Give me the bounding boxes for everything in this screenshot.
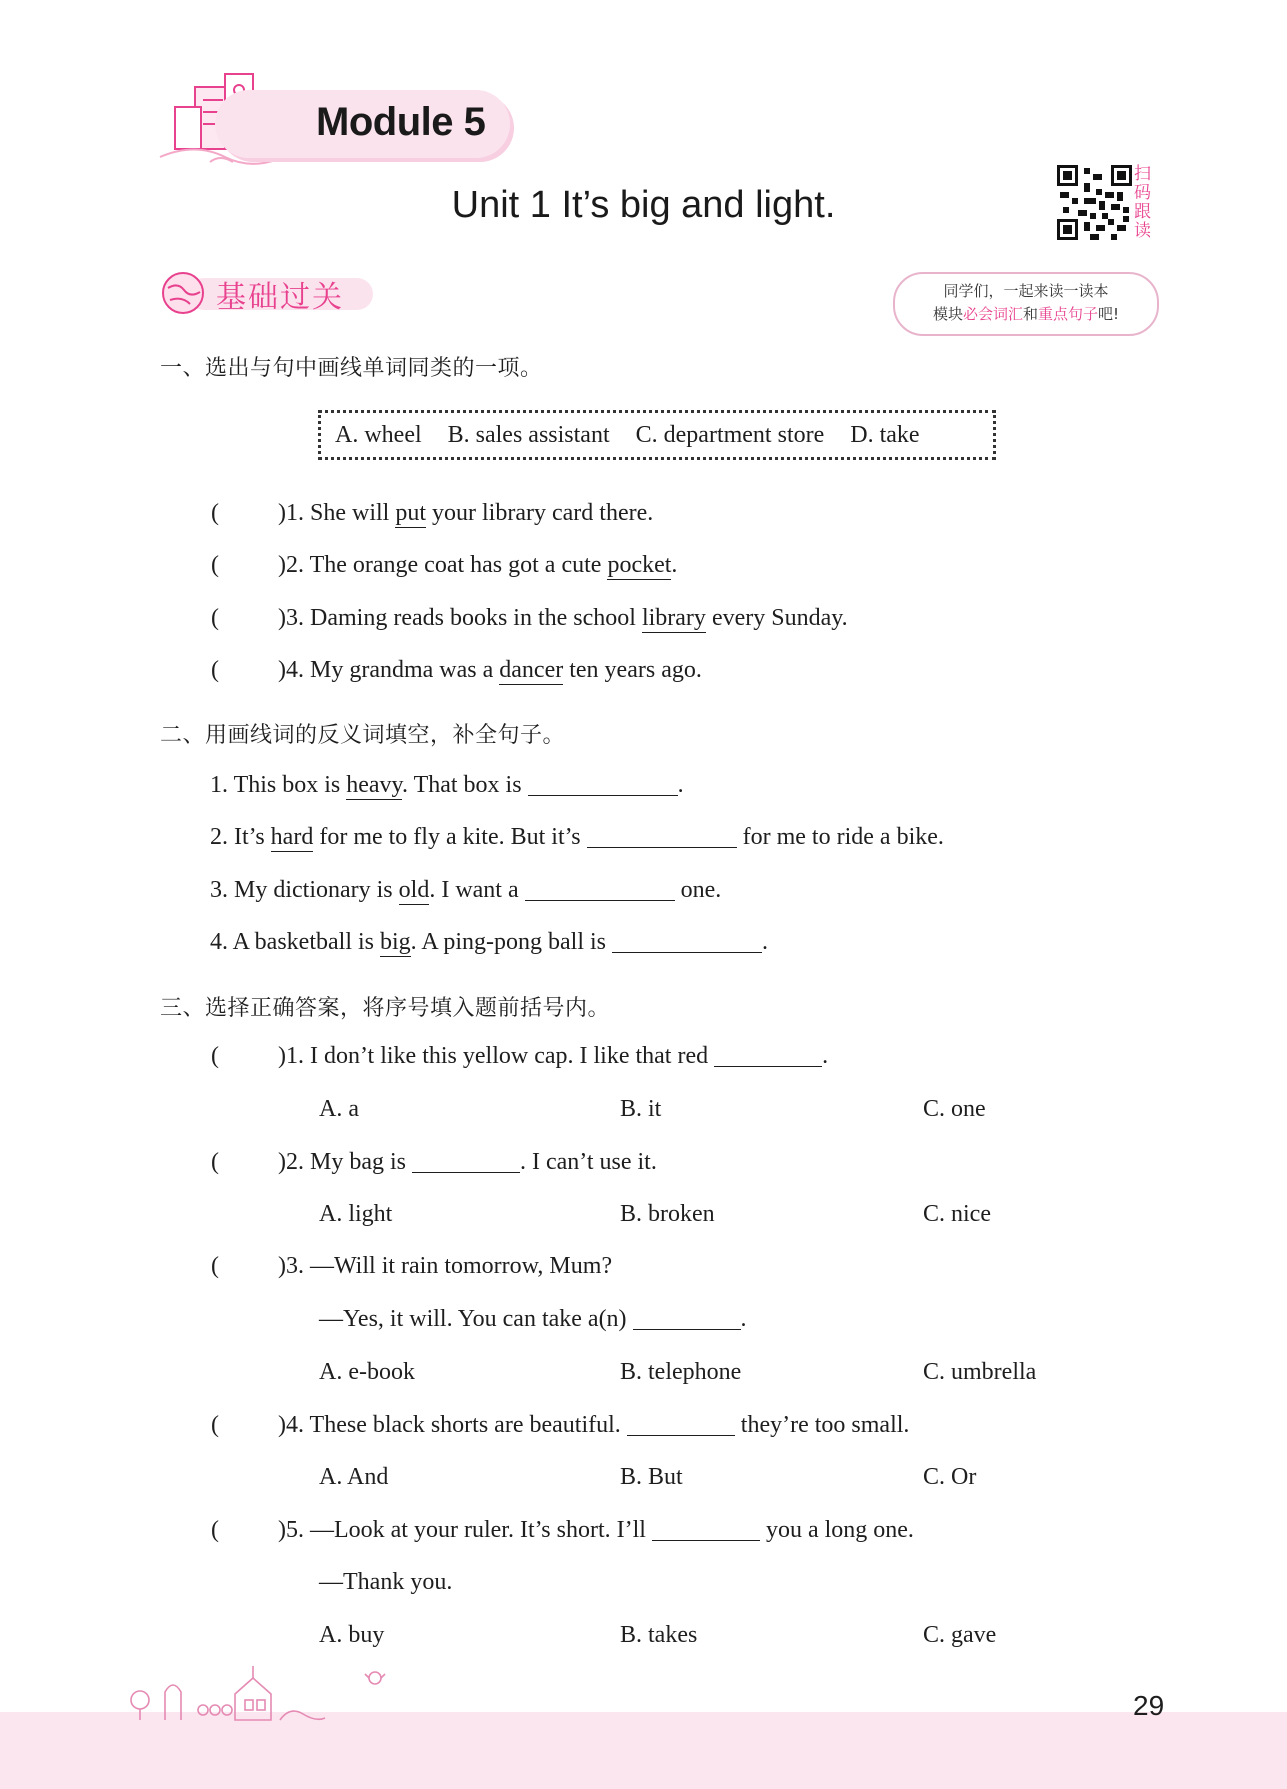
option[interactable]: A. And [319,1464,389,1490]
answer-paren[interactable]: ( [211,1253,219,1279]
word-options-box: A. wheel B. sales assistant C. department store D. take [318,410,996,460]
part3-question-line2: —Yes, it will. You can take a(n) . [319,1306,747,1332]
option[interactable]: B. But [620,1464,683,1490]
fill-blank[interactable] [587,823,737,848]
part1-item: )3. Daming reads books in the school library every Sunday. [278,605,848,631]
part1-heading: 一、选出与句中画线单词同类的一项。 [160,356,543,381]
answer-paren[interactable]: ( [211,1517,219,1543]
answer-paren[interactable]: ( [211,1149,219,1175]
option[interactable]: C. gave [923,1622,997,1648]
part1-item: )2. The orange coat has got a cute pocket. [278,552,678,578]
part2-item: 2. It’s hard for me to fly a kite. But it’s for me to ride a bike. [210,824,944,850]
tip-bubble: 同学们，一起来读一读本 模块必会词汇和重点句子吧! [893,272,1159,336]
part3-question: )4. These black shorts are beautiful. they’re too small. [278,1412,910,1438]
module-title: Module 5 [316,100,486,144]
part1-item: )4. My grandma was a dancer ten years ago. [278,657,702,683]
part2-item: 1. This box is heavy. That box is . [210,772,684,798]
answer-paren[interactable]: ( [211,605,219,631]
globe-icon [160,270,206,316]
option[interactable]: B. telephone [620,1359,742,1385]
answer-paren[interactable]: ( [211,552,219,578]
option[interactable]: B. broken [620,1201,715,1227]
fill-blank[interactable] [627,1411,735,1436]
section-title: 基础过关 [216,280,344,315]
part2-item: 4. A basketball is big. A ping-pong ball is . [210,929,769,955]
qr-code-icon[interactable] [1057,165,1132,240]
part3-question: )2. My bag is . I can’t use it. [278,1149,657,1175]
part3-question: )1. I don’t like this yellow cap. I like that red . [278,1043,829,1069]
option[interactable]: B. takes [620,1622,698,1648]
town-illustration [125,1648,405,1724]
answer-paren[interactable]: ( [211,1043,219,1069]
part3-question: )3. —Will it rain tomorrow, Mum? [278,1253,613,1279]
option[interactable]: C. one [923,1096,986,1122]
part1-item: )1. She will put your library card there. [278,500,654,526]
part2-heading: 二、用画线词的反义词填空，补全句子。 [160,723,566,748]
fill-blank[interactable] [528,771,678,796]
option[interactable]: C. umbrella [923,1359,1037,1385]
fill-blank[interactable] [633,1305,741,1330]
section-badge [158,268,376,316]
option[interactable]: C. nice [923,1201,991,1227]
answer-paren[interactable]: ( [211,500,219,526]
option[interactable]: B. it [620,1096,662,1122]
part3-question-line2: —Thank you. [319,1569,453,1595]
fill-blank[interactable] [412,1148,520,1173]
fill-blank[interactable] [714,1042,822,1067]
answer-paren[interactable]: ( [211,1412,219,1438]
option[interactable]: A. a [319,1096,359,1122]
page-number: 29 [1133,1690,1165,1721]
qr-label: 扫 码 跟 读 [1134,164,1151,241]
part3-heading: 三、选择正确答案，将序号填入题前括号内。 [160,996,611,1021]
part3-question: )5. —Look at your ruler. It’s short. I’ll you a long one. [278,1517,914,1543]
fill-blank[interactable] [652,1516,760,1541]
option[interactable]: A. e-book [319,1359,415,1385]
fill-blank[interactable] [612,928,762,953]
answer-paren[interactable]: ( [211,657,219,683]
option[interactable]: C. Or [923,1464,977,1490]
fill-blank[interactable] [525,876,675,901]
unit-title: Unit 1 It’s big and light. [451,184,836,226]
part2-item: 3. My dictionary is old. I want a one. [210,877,722,903]
option[interactable]: A. light [319,1201,393,1227]
option[interactable]: A. buy [319,1622,385,1648]
